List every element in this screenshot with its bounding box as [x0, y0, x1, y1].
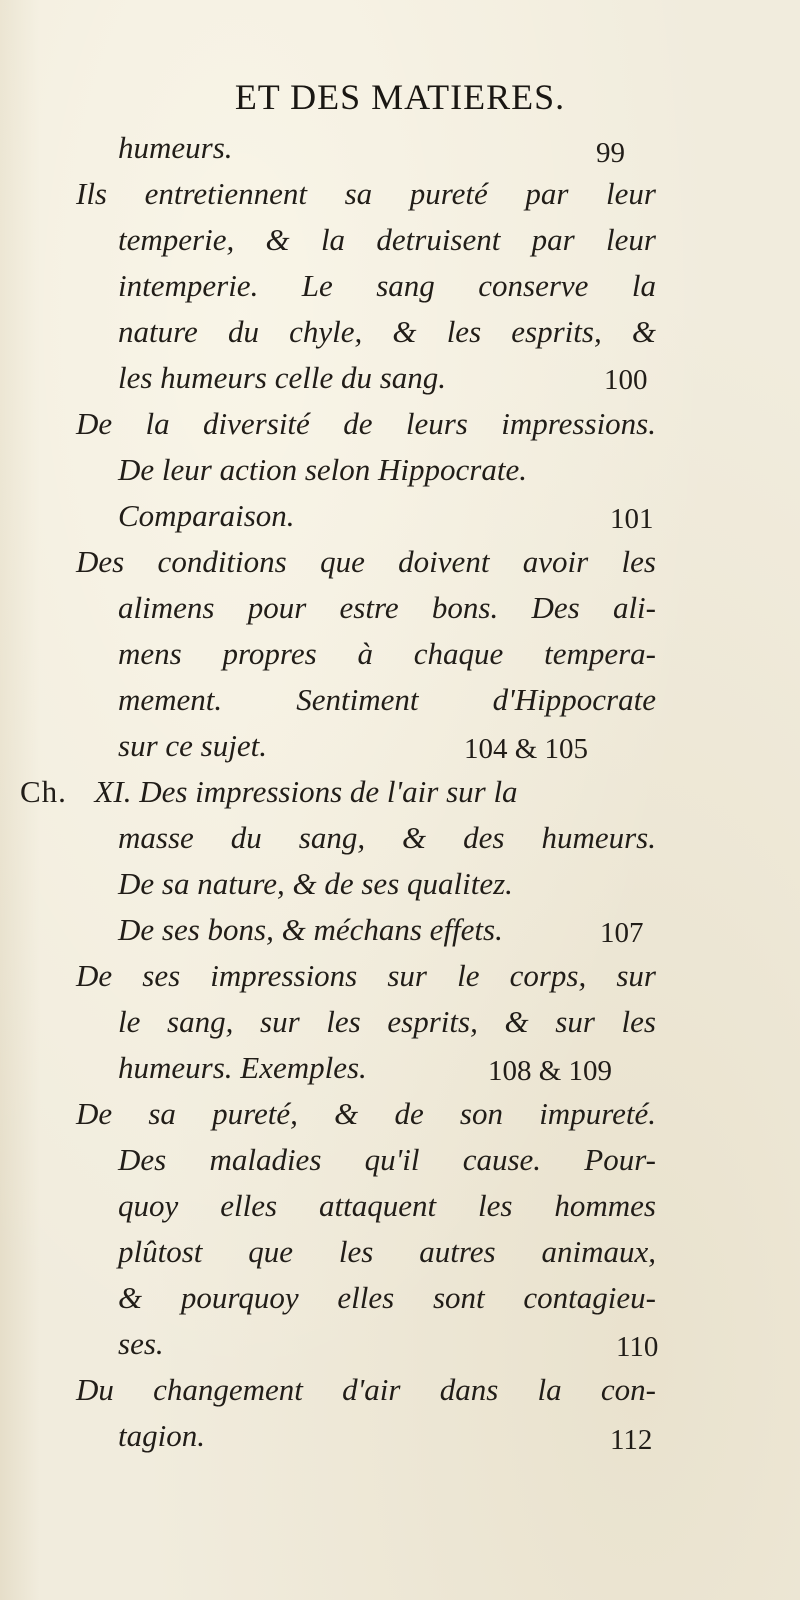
index-line: Du changement d'air dans la con- — [76, 1372, 656, 1407]
index-line: De ses bons, & méchans effets. — [118, 912, 503, 947]
chapter-heading-line — [20, 774, 656, 810]
index-line: intemperie. Le sang conserve la — [118, 268, 656, 303]
index-line: De sa pureté, & de son impureté. — [76, 1096, 656, 1131]
index-line: nature du chyle, & les esprits, & — [118, 314, 656, 349]
index-line: mement. Sentiment d'Hippocrate — [118, 682, 656, 717]
index-line: plûtost que les autres animaux, — [118, 1234, 656, 1269]
page-number: 100 — [604, 364, 648, 396]
page-number: 110 — [616, 1331, 659, 1363]
running-header: ET DES MATIERES. — [234, 77, 566, 117]
page-number: 107 — [600, 917, 644, 949]
index-line: Des maladies qu'il cause. Pour- — [118, 1142, 656, 1177]
index-line: temperie, & la detruisent par leur — [118, 222, 656, 257]
page-number: 108 & 109 — [488, 1055, 613, 1087]
index-line: sur ce sujet. — [118, 728, 267, 763]
index-line: le sang, sur les esprits, & sur les — [118, 1004, 656, 1039]
index-line: De la diversité de leurs impressions. — [76, 406, 656, 441]
chapter-label: Ch. — [20, 774, 67, 809]
index-line: ses. — [118, 1326, 164, 1361]
index-line: alimens pour estre bons. Des ali- — [118, 590, 656, 625]
index-line: mens propres à chaque tempera- — [118, 636, 656, 671]
index-line: & pourquoy elles sont contagieu- — [118, 1280, 656, 1315]
index-line: tagion. — [118, 1418, 205, 1453]
index-line: humeurs. — [118, 130, 233, 165]
index-line: De ses impressions sur le corps, sur — [76, 958, 656, 993]
index-line: Comparaison. — [118, 498, 295, 533]
index-line: masse du sang, & des humeurs. — [118, 820, 656, 855]
index-line: les humeurs celle du sang. — [118, 360, 447, 395]
index-line: Ils entretiennent sa pureté par leur — [76, 176, 656, 211]
index-line: De sa nature, & de ses qualitez. — [118, 866, 513, 901]
index-line: humeurs. Exemples. — [118, 1050, 367, 1085]
page-number: 99 — [596, 137, 625, 169]
chapter-title: XI. Des impressions de l'air sur la — [94, 774, 518, 809]
page-number: 104 & 105 — [464, 733, 589, 765]
index-line: De leur action selon Hippocrate. — [118, 452, 527, 487]
index-line: quoy elles attaquent les hommes — [118, 1188, 656, 1223]
page-number: 101 — [610, 503, 654, 535]
page-number: 112 — [610, 1424, 653, 1456]
index-line: Des conditions que doivent avoir les — [76, 544, 656, 579]
